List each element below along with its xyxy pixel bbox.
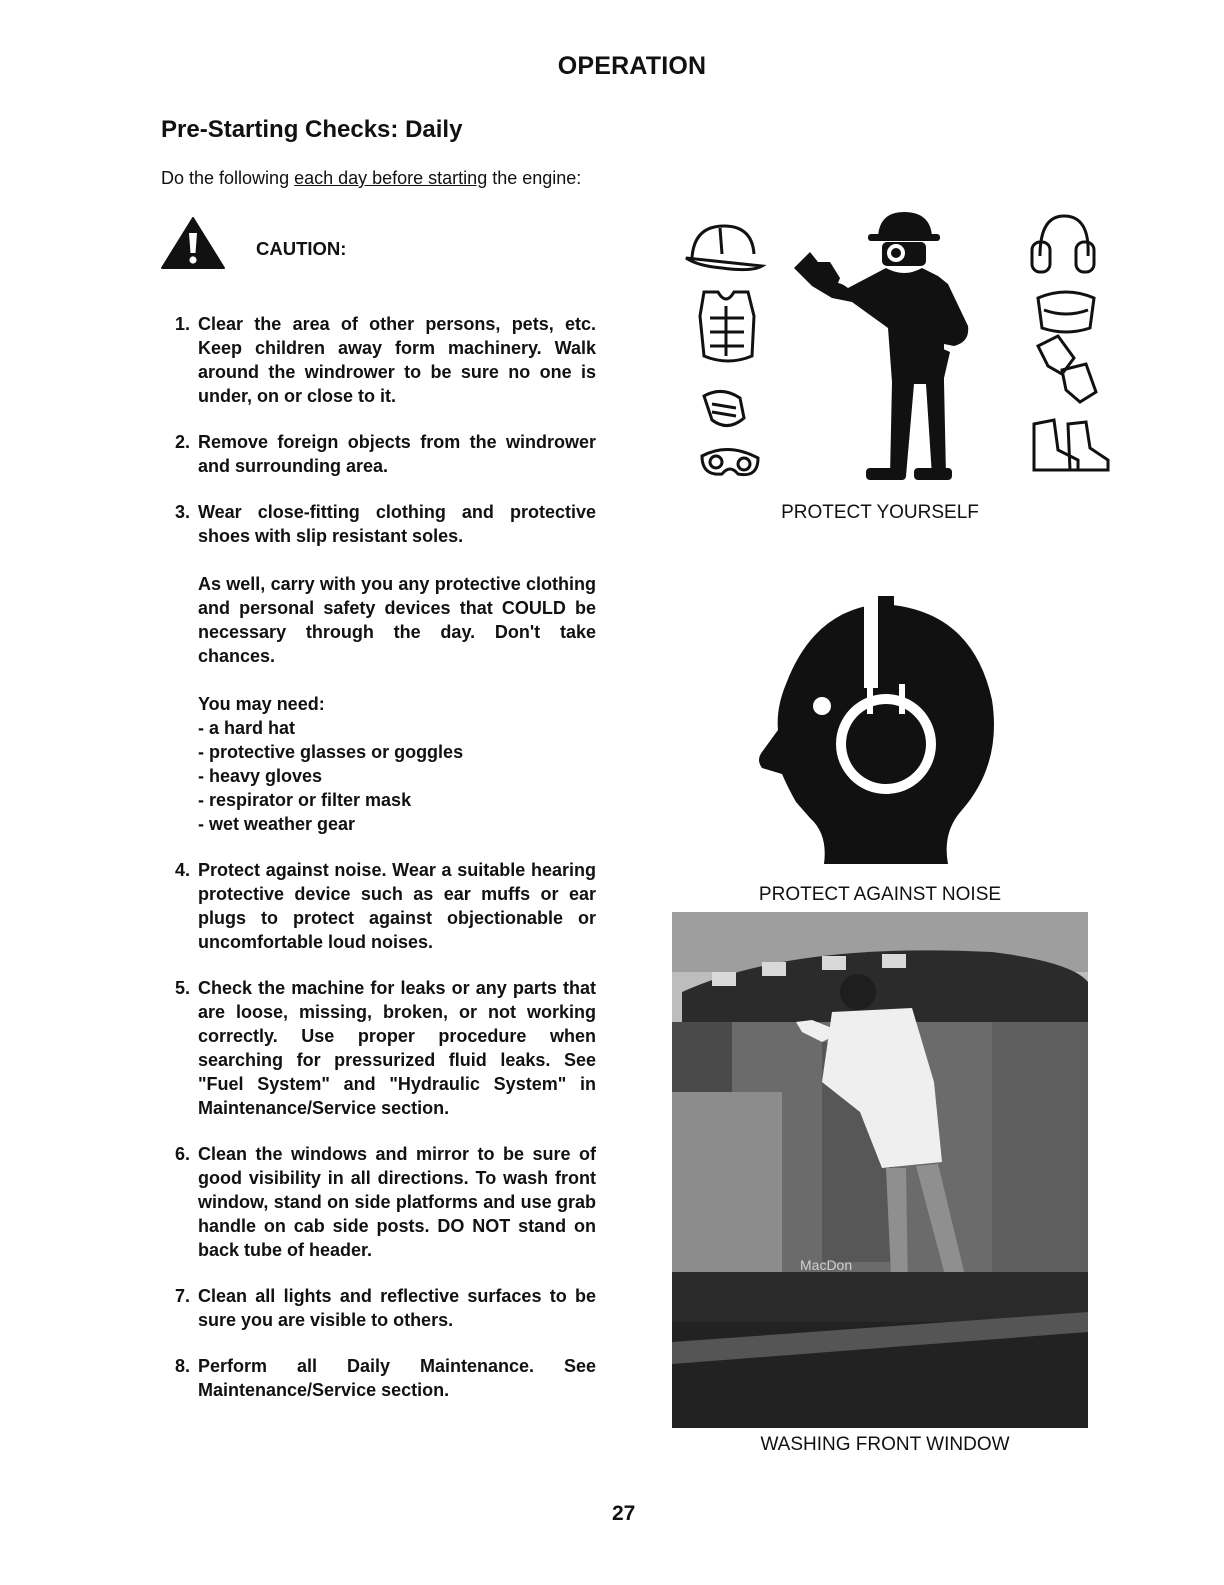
intro-suffix: the engine: [487,168,582,188]
step-3 [164,500,596,836]
step-number: 3. [174,502,190,522]
needs-block [198,692,596,836]
face-shield-icon [1038,292,1094,332]
protect-yourself-illustration [682,206,1112,496]
protect-against-noise-caption: PROTECT AGAINST NOISE [758,884,1002,905]
intro-prefix: Do the following [161,168,295,188]
step-text: Wear close-fitting clothing and protective shoes with slip resistant soles. [198,502,596,546]
goggles-icon [702,449,758,474]
step-text: Perform all Daily Maintenance. See Maintenance/Service section. [198,1356,596,1400]
needs-item: - protective glasses or goggles [198,742,464,762]
step-number: 5. [174,978,190,998]
page-heading: Pre-Starting Checks: Daily [161,116,463,143]
step-4 [164,858,596,954]
step-text: Clean all lights and reflective surfaces to be sure you are visible to others. [198,1286,596,1330]
step-text: Protect against noise. Wear a suitable hearing protective device such as ear muffs or ear plugs to protect against objectionable or uncomfortable loud noises. [198,860,596,952]
respirator-icon [704,391,744,425]
step-number: 8. [174,1356,190,1376]
step-6 [164,1142,596,1262]
washing-window-photo [672,912,1088,1428]
intro-underlined: each day before starting [294,168,488,188]
step-text: Remove foreign objects from the windrower and surrounding area. [198,432,596,476]
step-text: Check the machine for leaks or any parts that are loose, missing, broken, or not working correctly. Use proper procedure when searching for pressurized fluid leaks. See "Fuel System" and "Hydraulic System" in Maintenance/Service section. [198,978,596,1118]
step-text: Clean the windows and mirror to be sure of good visibility in all directions. To wash front window, stand on side platforms and use grab handle on cab side posts. DO NOT stand on back tube of header. [198,1144,596,1260]
worker-figure-icon [794,212,968,480]
caution-label: CAUTION: [256,238,347,259]
needs-item: - wet weather gear [198,814,356,834]
section-title: OPERATION [557,52,707,80]
page-number: 27 [612,1502,636,1525]
step-text-extra: As well, carry with you any protective clothing and personal safety devices that COULD be necessary through the day. Don't take chances. [198,574,596,666]
step-number: 6. [174,1144,190,1164]
hearing-protection-head-icon [752,588,1004,868]
vest-icon [700,292,754,361]
step-2 [164,430,596,478]
step-5 [164,976,596,1120]
ear-muffs-icon [1032,216,1094,272]
step-8 [164,1354,596,1402]
cab-logo-text: MacDon [800,1257,853,1273]
hard-hat-icon [686,226,762,270]
needs-item: - respirator or filter mask [198,790,412,810]
step-number: 2. [174,432,190,452]
needs-list [198,716,596,836]
gloves-icon [1038,336,1096,402]
step-7 [164,1284,596,1332]
protect-yourself-caption: PROTECT YOURSELF [781,502,979,523]
step-number: 4. [174,860,190,880]
step-text: Clear the area of other persons, pets, etc. Keep children away form machinery. Walk around the windrower to be sure no one is under, on or close to it. [198,314,596,406]
warning-triangle-icon [160,216,226,270]
step-1 [164,312,596,408]
needs-item: - a hard hat [198,718,296,738]
intro-text [161,168,581,189]
step-number: 1. [174,314,190,334]
boots-icon [1034,420,1108,470]
needs-intro: You may need: [198,694,325,714]
step-number: 7. [174,1286,190,1306]
steps-list [164,312,596,1424]
washing-front-window-caption: WASHING FRONT WINDOW [760,1434,1010,1455]
needs-item: - heavy gloves [198,766,323,786]
